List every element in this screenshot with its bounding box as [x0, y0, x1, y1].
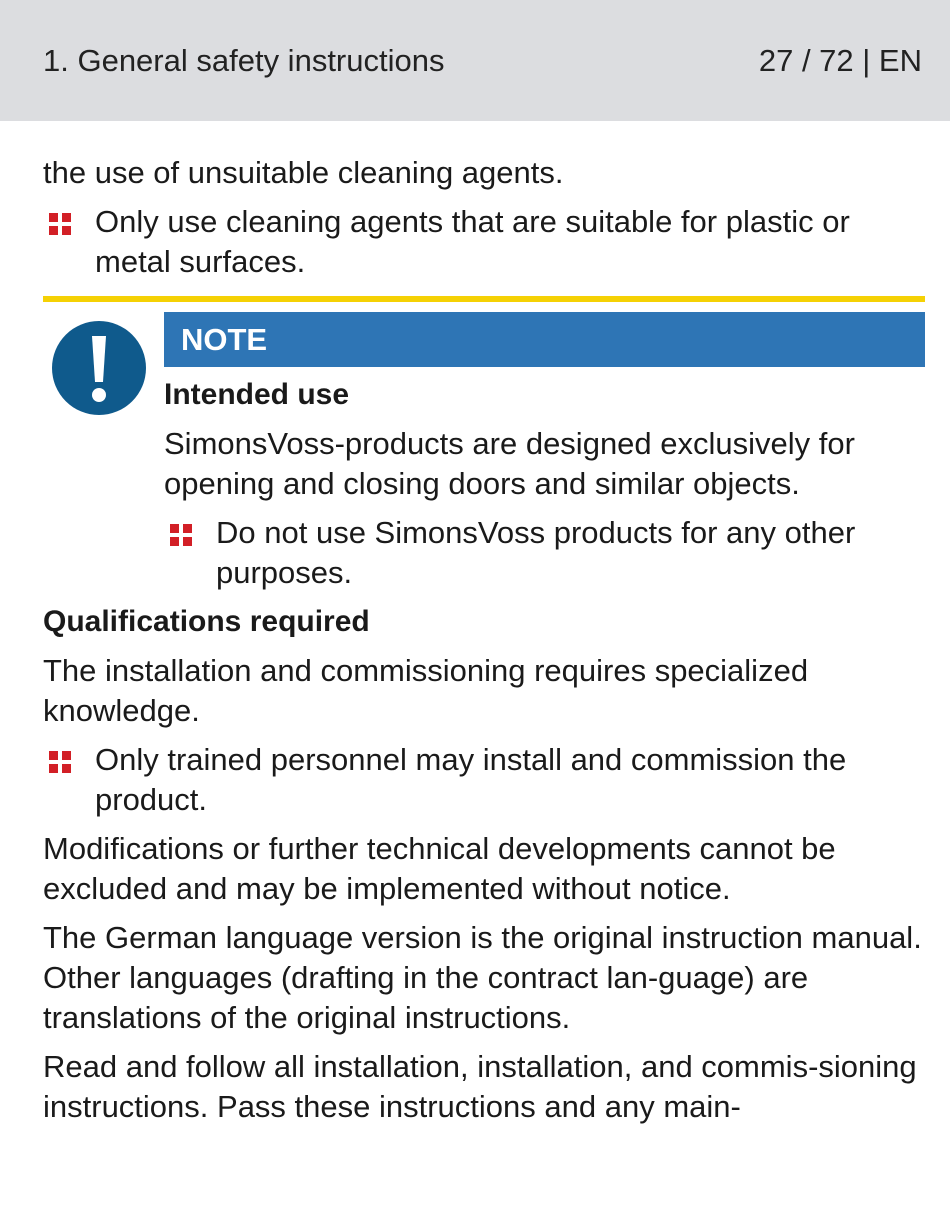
red-square-bullet-icon: [49, 751, 71, 773]
language-text: The German language version is the original instruction manual. Other languages (drafting in the contract lan-guage) are translations of the original instructions.: [43, 920, 922, 1035]
section-title: 1. General safety instructions: [43, 42, 445, 78]
read-instructions-text: Read and follow all installation, installation, and commis-sioning instructions. Pass these instructions and any main-: [43, 1049, 917, 1124]
list-item-cleaning: [43, 202, 925, 282]
note-heading: Intended use: [164, 378, 350, 411]
page-number: 27 / 72 | EN: [758, 42, 922, 78]
page-content: [43, 153, 925, 1136]
list-item-intended-use: [164, 513, 925, 593]
red-square-bullet-icon: [49, 213, 71, 235]
list-item-text: Do not use SimonsVoss products for any other purposes.: [216, 515, 856, 590]
qualifications-text: The installation and commissioning requires specialized knowledge.: [43, 653, 809, 728]
qualifications-heading: Qualifications required: [43, 605, 370, 638]
exclamation-circle-icon: [51, 320, 147, 416]
note-text: SimonsVoss-products are designed exclusively for opening and closing doors and similar objects.: [164, 426, 855, 501]
page-header: [0, 0, 950, 121]
intro-text: the use of unsuitable cleaning agents.: [43, 155, 564, 190]
red-square-bullet-icon: [170, 524, 192, 546]
modifications-text: Modifications or further technical developments cannot be excluded and may be implemented without notice.: [43, 831, 836, 906]
list-item-text: Only trained personnel may install and commission the product.: [95, 742, 847, 817]
note-body: [164, 312, 925, 593]
note-divider: [43, 296, 925, 302]
note-label: NOTE: [164, 312, 925, 367]
note-box: [43, 312, 925, 593]
list-item-text: Only use cleaning agents that are suitable for plastic or metal surfaces.: [95, 204, 850, 279]
list-item-qualifications: [43, 740, 925, 820]
